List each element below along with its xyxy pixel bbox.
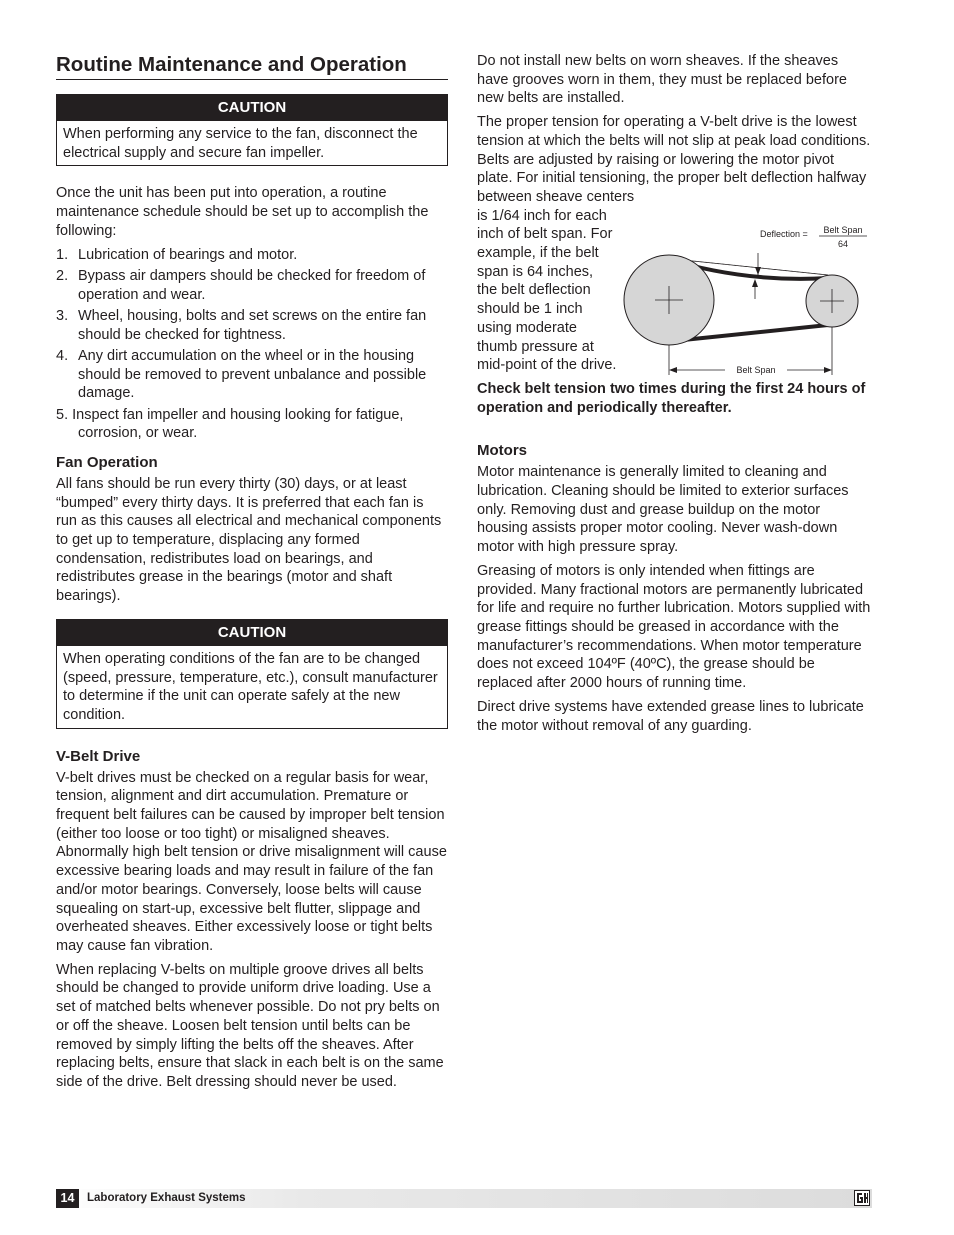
vbelt-text-1: V-belt drives must be checked on a regular basis for wear, tension, alignment and dirt accumulation. Premature or frequent belt failures can be caused by improper belt tension (either too loose or too tight) or misaligned sheaves. Abnormally high belt tension or drive misalignment will cause excessive bearing loads and may result in failure of the fan and/or motor bearings. Conversely, loose belts will cause squealing on start-up, excessive belt flutter, slippage and overheated sheaves. Either excessively loose or tight belts may cause fan vibration.: [56, 769, 447, 954]
page-footer: [56, 1189, 872, 1208]
page-number: 14: [56, 1189, 79, 1208]
list-item: 4. Any dirt accumulation on the wheel or in the housing should be removed to prevent unbalance and possible damage.: [56, 347, 427, 402]
vbelt-heading: V-Belt Drive: [56, 747, 141, 765]
caution-text: When performing any service to the fan, disconnect the electrical supply and secure fan impeller.: [63, 126, 418, 161]
caution-box-service: [56, 94, 448, 166]
left-column: [56, 52, 448, 1097]
maintenance-list: [56, 246, 448, 443]
worn-sheaves-text: Do not install new belts on worn sheaves. If the sheaves have grooves worn in them, they must be replaced before new belts are installed.: [477, 53, 847, 107]
page-title: Routine Maintenance and Operation: [56, 52, 448, 80]
belt-deflection-diagram: [622, 225, 872, 390]
list-item: 1. Lubrication of bearings and motor.: [56, 246, 298, 263]
motors-heading: Motors: [477, 442, 527, 460]
maintenance-intro: Once the unit has been put into operation, a routine maintenance schedule should be set up to accomplish the following:: [56, 185, 429, 239]
caution-box-conditions: [56, 619, 448, 729]
list-item: 3. Wheel, housing, bolts and set screws on the entire fan should be checked for tightness.: [56, 307, 427, 343]
caution-heading: CAUTION: [57, 620, 447, 646]
belt-span-label: Belt Span: [736, 364, 776, 375]
greenheck-logo-icon: [854, 1190, 870, 1206]
motors-text-2: Greasing of motors is only intended when fittings are provided. Many fractional motors are permanently lubricated for life and require no further lubrication. Motors supplied with grease fittings should be greased in accordance with the manufacturer’s recommendations. When motor temperature does not exceed 104ºF (40ºC), the grease should be replaced after 2000 hours of running time.: [477, 562, 871, 692]
formula-denominator: 64: [837, 238, 849, 249]
caution-text: When operating conditions of the fan are to be changed (speed, pressure, temperature, etc.), consult manufacturer to determine if the unit can operate safely at the new condition.: [63, 650, 438, 723]
right-column: [477, 52, 872, 740]
deflection-label: Deflection =: [760, 228, 808, 239]
vbelt-text-2: When replacing V-belts on multiple groove drives all belts should be changed to provide uniform drive loading. Use a set of matched belts whenever possible. Do not pry belts on or off the sheave. Loosen belt tension until belts can be removed by simply lifting the belts off the sheaves. After replacing belts, ensure that slack in each belt is on the same side of the drive. Belt dressing should never be used.: [56, 961, 444, 1090]
belt-check-note: Check belt tension two times during the first 24 hours of operation and periodically thereafter.: [477, 380, 866, 416]
formula-numerator: Belt Span: [823, 224, 863, 235]
fan-operation-text: All fans should be run every thirty (30) days, or at least “bumped” every thirty days. It is preferred that each fan is run as this causes all electrical and mechanical components to get up to temperature, displacing any formed condensation, redistributes load on bearings, and redistributes grease in the bearings (motor and shaft bearings).: [56, 475, 442, 605]
motors-text-3: Direct drive systems have extended grease lines to lubricate the motor without removal of any guarding.: [477, 698, 864, 734]
belt-tension-text-cont: is 1/64 inch for each inch of belt span. For example, if the belt span is 64 inches, the belt deflection should be 1 inch using moderate thumb pressure at mid-point of the drive.: [477, 207, 617, 374]
list-item: 5. Inspect fan impeller and housing looking for fatigue, corrosion, or wear.: [56, 406, 404, 442]
footer-title: Laboratory Exhaust Systems: [87, 1192, 246, 1204]
list-item: 2. Bypass air dampers should be checked for freedom of operation and wear.: [56, 267, 426, 303]
motors-text-1: Motor maintenance is generally limited to cleaning and lubrication. Cleaning should be limited to exterior surfaces only. Removing dust and grease buildup on the motor housing assists proper motor cooling. Never wash-down motor with high pressure spray.: [477, 464, 849, 556]
belt-tension-section: [477, 207, 872, 375]
belt-tension-text: The proper tension for operating a V-belt drive is the lowest tension at which the belts will not slip at peak load conditions. Belts are adjusted by raising or lowering the motor pivot plate. For initial tensioning, the proper belt deflection halfway between sheave centers: [477, 114, 871, 205]
fan-operation-heading: Fan Operation: [56, 453, 158, 471]
caution-heading: CAUTION: [57, 95, 447, 121]
